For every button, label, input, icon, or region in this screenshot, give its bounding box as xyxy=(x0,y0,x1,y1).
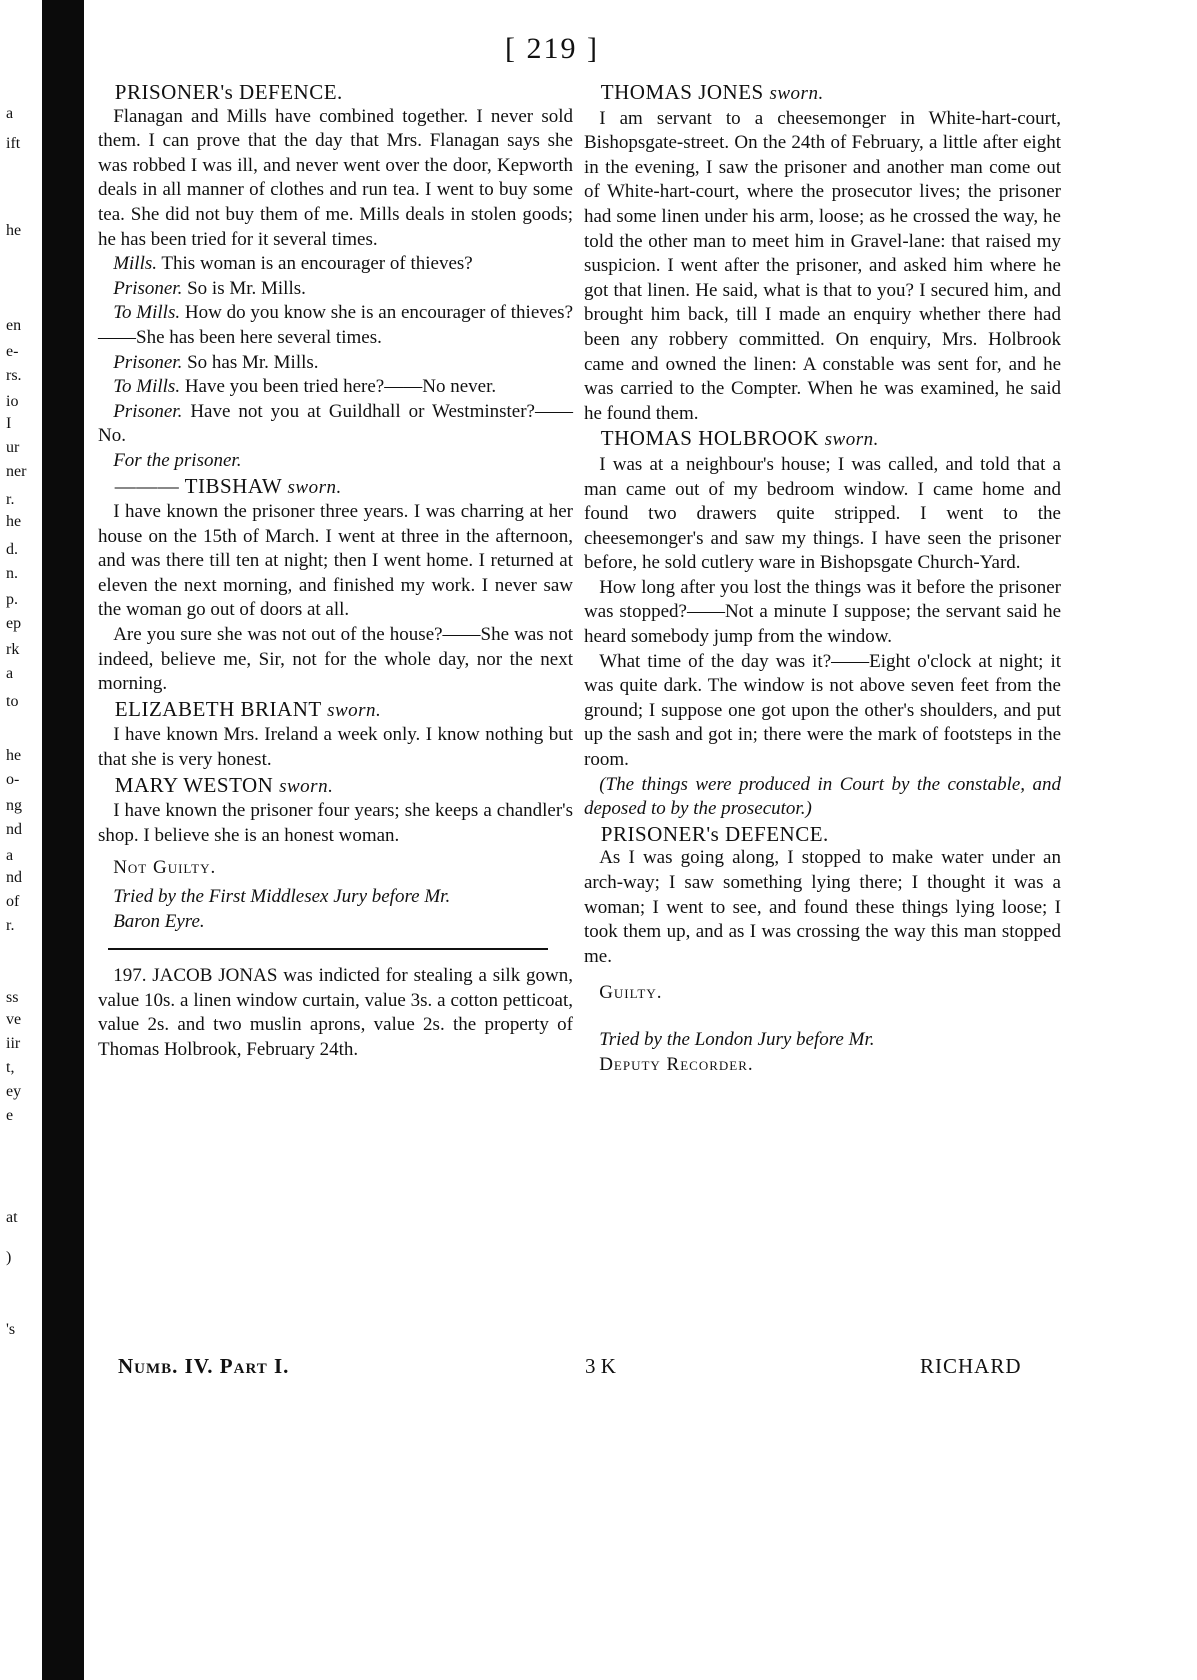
speaker-text: Have you been tried here?——No never. xyxy=(184,376,497,398)
briant-heading xyxy=(98,697,573,724)
speaker-text: So is Mr. Mills. xyxy=(187,277,306,299)
tried-by-line-2: Baron Eyre. xyxy=(113,910,205,932)
speaker-label: Prisoner. xyxy=(113,400,183,422)
page-number: [ 219 ] xyxy=(505,32,599,65)
margin-fragment: he xyxy=(6,222,22,239)
defence-paragraph: Flanagan and Mills have combined together. I never sold them. I can prove that the day that Mrs. Flanagan says she was robbed I was ill, and never went over the door, Kepworth deals in all manner of clothes and run tea. I went to buy some tea. She did not buy them of me. Mills deals in stolen goods; he has been tried for it several times. xyxy=(98,105,573,250)
verdict-not-guilty: Not Guilty. xyxy=(113,857,217,879)
margin-fragment: ) xyxy=(6,1249,12,1266)
margin-fragment: n. xyxy=(6,565,18,582)
tibshaw-heading xyxy=(98,474,573,501)
margin-fragment: p. xyxy=(6,591,18,608)
speaker-text: How do you know she is an encourager of thieves?——She has been here several times. xyxy=(98,302,574,348)
verdict-guilty: Guilty. xyxy=(599,982,663,1004)
margin-fragment: ey xyxy=(6,1083,22,1100)
margin-fragment: ep xyxy=(6,615,22,632)
margin-fragment: rs. xyxy=(6,367,22,384)
dialogue-line xyxy=(98,400,573,449)
witness-name: ELIZABETH BRIANT xyxy=(114,696,322,721)
tried-by-line-right-2: Deputy Recorder. xyxy=(599,1053,754,1075)
left-margin-fragments xyxy=(0,0,40,1680)
footer-catchword: RICHARD xyxy=(920,1354,1022,1378)
sworn-label: sworn. xyxy=(327,699,382,721)
margin-fragment: o- xyxy=(6,771,20,788)
speaker-label: To Mills. xyxy=(113,376,181,398)
left-heading: PRISONER's DEFENCE. xyxy=(114,80,343,104)
margin-fragment: 's xyxy=(6,1321,16,1338)
right-defence-text: As I was going along, I stopped to make water under an arch-way; I saw something lying there; I thought it was a woman; I went to see, and found these things lying loose; I took them up, and as I was crossing the way this man stopped me. xyxy=(584,847,1061,967)
margin-fragment: he xyxy=(6,513,22,530)
margin-fragment: I xyxy=(6,415,12,432)
for-prisoner-label: For the prisoner. xyxy=(113,449,242,471)
speaker-text: This woman is an encourager of thieves? xyxy=(161,253,473,275)
speaker-label: Prisoner. xyxy=(113,277,183,299)
dialogue-line xyxy=(98,301,573,350)
sworn-label: sworn. xyxy=(287,476,342,498)
jones-heading xyxy=(584,80,1061,107)
tibshaw-question: Are you sure she was not out of the house?——She was not indeed, believe me, Sir, not for the whole day, nor the next morning. xyxy=(98,624,573,695)
right-column xyxy=(584,80,1061,1077)
sworn-label: sworn. xyxy=(769,83,824,104)
left-column xyxy=(98,80,573,1063)
weston-testimony: I have known the prisoner four years; she keeps a chandler's shop. I believe she is an honest woman. xyxy=(98,800,573,846)
tried-by-line-right: Tried by the London Jury before Mr. xyxy=(599,1028,875,1050)
briant-testimony: I have known Mrs. Ireland a week only. I know nothing but that she is very honest. xyxy=(98,724,573,771)
tried-by-line: Tried by the First Middlesex Jury before Mr. xyxy=(113,886,451,907)
holbrook-testimony: I was at a neighbour's house; I was called, and told that a man came out of my bedroom window. I came home and found two drawers quite stripped. I went to the cheesemonger's and saw my things. I have seen the prisoner before, he sold cutlery ware in Bishopsgate Church-Yard. xyxy=(584,453,1061,574)
witness-name: ——— TIBSHAW xyxy=(114,473,282,498)
margin-fragment: a xyxy=(6,665,14,682)
margin-fragment: e xyxy=(6,1107,14,1124)
witness-name: THOMAS HOLBROOK xyxy=(600,426,819,451)
things-produced-note: (The things were produced in Court by the constable, and deposed to by the prosecutor.) xyxy=(584,773,1061,820)
margin-fragment: ss xyxy=(6,989,19,1006)
binding-shadow xyxy=(42,0,84,1680)
speaker-label: Prisoner. xyxy=(113,351,183,373)
witness-name: THOMAS JONES xyxy=(600,80,764,104)
margin-fragment: he xyxy=(6,747,22,764)
margin-fragment: iir xyxy=(6,1035,21,1052)
jones-testimony: I am servant to a cheesemonger in White-hart-court, Bishopsgate-street. On the 24th of February, a little after eight in the evening, I saw the prisoner and another man come out of White-hart-court, where the prosecutor lives; the prisoner had some linen under his arm, loose; as he crossed the way, he told the other man to meet him in Gravel-lane: that raised my suspicion. I went after the prisoner, and asked him where he got that linen. He said, what is that to you? I secured him, and brought him back, till I made an enquiry whether there had been any robbery committed. On enquiry, Mrs. Holbrook came and owned the linen: A constable was sent for, and he was carried to the Compter. When he was examined, he said he found them. xyxy=(584,107,1061,424)
weston-heading xyxy=(98,773,573,800)
margin-fragment: ner xyxy=(6,463,27,480)
margin-fragment: ur xyxy=(6,439,20,456)
dialogue-line xyxy=(98,252,573,277)
margin-fragment: a xyxy=(6,105,14,122)
margin-fragment: of xyxy=(6,893,20,910)
margin-fragment: r. xyxy=(6,491,15,508)
margin-fragment: nd xyxy=(6,869,22,886)
margin-fragment: e- xyxy=(6,343,19,360)
section-rule xyxy=(108,948,548,950)
speaker-label: To Mills. xyxy=(113,302,181,324)
margin-fragment: at xyxy=(6,1209,18,1226)
margin-fragment: ng xyxy=(6,797,22,814)
margin-fragment: d. xyxy=(6,541,18,558)
speaker-text: Have not you at Guildhall or Westminster?——No. xyxy=(98,400,573,447)
holbrook-question-1: How long after you lost the things was it before the prisoner was stopped?——Not a minute I suppose; the servant said he heard somebody jump from the window. xyxy=(584,576,1061,648)
footer-number-part: Numb. IV. Part I. xyxy=(118,1354,290,1378)
margin-fragment: rk xyxy=(6,641,20,658)
margin-fragment: nd xyxy=(6,821,22,838)
right-defence-heading: PRISONER's DEFENCE. xyxy=(600,821,829,846)
holbrook-question-2: What time of the day was it?——Eight o'clock at night; it was quite dark. The window is not above seven feet from the ground; I suppose one got upon the other's shoulders, and put up the sash and got in; there were the mark of footsteps in the room. xyxy=(584,650,1061,771)
margin-fragment: a xyxy=(6,847,14,864)
sworn-label: sworn. xyxy=(824,429,879,451)
margin-fragment: ift xyxy=(6,135,21,152)
speaker-label: Mills. xyxy=(113,253,157,275)
dialogue-line xyxy=(98,351,573,376)
margin-fragment: en xyxy=(6,317,22,334)
margin-fragment: r. xyxy=(6,917,15,934)
margin-fragment: io xyxy=(6,393,19,410)
dialogue-line xyxy=(98,277,573,302)
case-197-indictment: 197. JACOB JONAS was indicted for stealing a silk gown, value 10s. a linen window curtain, value 3s. a cotton petticoat, value 2s. and two muslin aprons, value 2s. the property of Thomas Holbrook, February 24th. xyxy=(98,965,573,1060)
dialogue-line xyxy=(98,375,573,400)
margin-fragment: ve xyxy=(6,1011,22,1028)
speaker-text: So has Mr. Mills. xyxy=(187,351,319,373)
footer-signature-mark: 3 K xyxy=(585,1354,616,1378)
margin-fragment: t, xyxy=(6,1059,15,1076)
margin-fragment: to xyxy=(6,693,19,710)
sworn-label: sworn. xyxy=(279,775,334,797)
witness-name: MARY WESTON xyxy=(114,772,274,797)
tibshaw-testimony: I have known the prisoner three years. I was charring at her house on the 15th of March. I went at three in the afternoon, and was there till ten at night; then I went home. I returned at eleven the next morning, and finished my work. I never saw the woman go out of doors at all. xyxy=(98,501,573,621)
holbrook-heading xyxy=(584,426,1061,453)
dialogue-lines xyxy=(98,252,573,449)
